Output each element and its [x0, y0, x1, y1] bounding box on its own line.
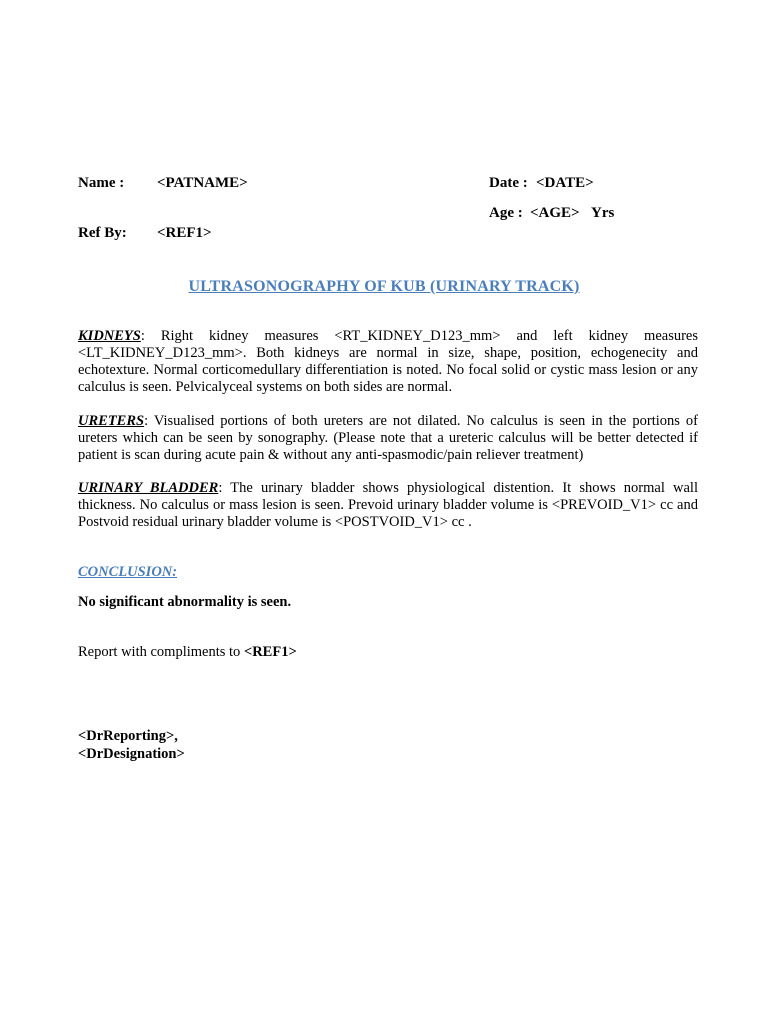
report-ref: <REF1>	[243, 644, 297, 660]
ref-value: <REF1>	[157, 225, 212, 241]
ureters-label: URETERS	[78, 413, 145, 429]
doctor-reporting: <DrReporting>,	[78, 728, 178, 744]
date-value: <DATE>	[536, 175, 594, 191]
conclusion-text: No significant abnormality is seen.	[78, 594, 292, 610]
age-value: <AGE>	[530, 205, 580, 221]
kidneys-label: KIDNEYS	[78, 328, 141, 344]
age-label: Age :	[489, 205, 523, 221]
kidneys-section	[78, 328, 698, 396]
name-value: <PATNAME>	[157, 175, 248, 191]
ureters-text: : Visualised portions of both ureters are not dilated. No calculus is seen in the portions of ureters which can be seen by sonography. (Please note that a ureteric calculus will be better detected if patient is scan during acute pain & without any anti-spasmodic/pain reliever treatment)	[78, 413, 698, 463]
ureters-section	[78, 413, 698, 464]
name-label: Name :	[78, 175, 125, 191]
report-line	[78, 644, 297, 661]
bladder-label: URINARY BLADDER	[78, 480, 219, 496]
ref-label: Ref By:	[78, 225, 127, 241]
report-prefix: Report with compliments to	[78, 644, 241, 660]
bladder-section	[78, 480, 698, 531]
age-unit: Yrs	[591, 205, 615, 221]
doctor-designation: <DrDesignation>	[78, 746, 185, 762]
date-label: Date :	[489, 175, 528, 191]
kidneys-text: : Right kidney measures <RT_KIDNEY_D123_mm> and left kidney measures <LT_KIDNEY_D123_mm>. Both kidneys are normal in size, shape, position, echogenecity and echotexture. Normal corticomedullary differentiation is noted. No focal solid or cystic mass lesion or any calculus is seen. Pelvicalyceal systems on both sides are normal.	[78, 328, 698, 395]
report-title: ULTRASONOGRAPHY OF KUB (URINARY TRACK)	[188, 278, 580, 295]
conclusion-heading: CONCLUSION:	[78, 564, 178, 580]
bladder-text: : The urinary bladder shows physiological distention. It shows normal wall thickness. No calculus or mass lesion is seen. Prevoid urinary bladder volume is <PREVOID_V1> cc and Postvoid residual urinary bladder volume is <POSTVOID_V1> cc .	[78, 480, 698, 530]
